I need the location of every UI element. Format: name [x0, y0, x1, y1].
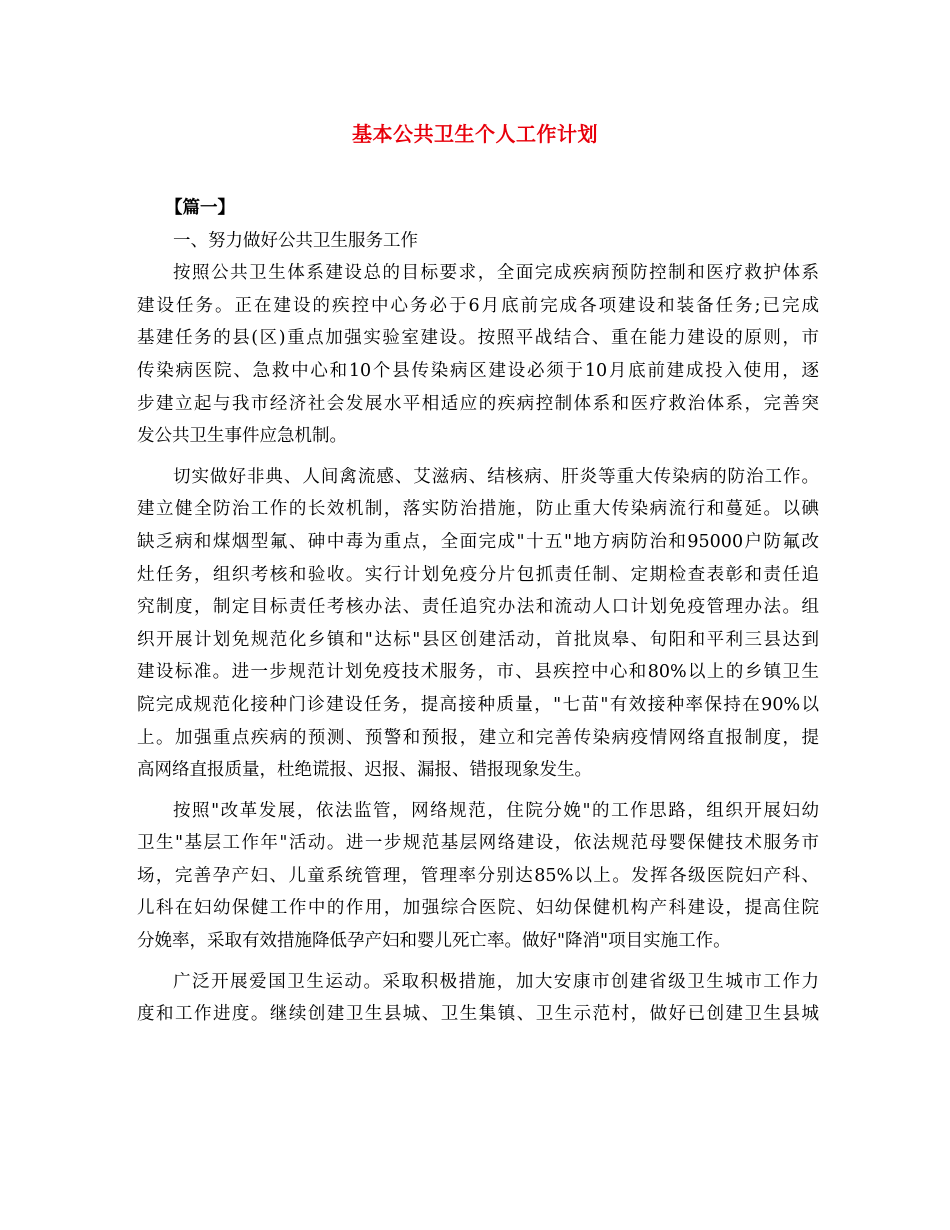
paragraph-line: 建设标准。进一步规范计划免疫技术服务，市、县疾控中心和80%以上的乡镇卫生	[137, 662, 819, 683]
paragraph-line: 高网络直报质量，杜绝谎报、迟报、漏报、错报现象发生。	[137, 760, 592, 781]
paragraph	[137, 795, 819, 958]
paragraph-line: 儿科在妇幼保健工作中的作用，加强综合医院、妇幼保健机构产科建设，提高住院	[137, 898, 819, 919]
paragraph-line: 上。加强重点疾病的预测、预警和预报，建立和完善传染病疫情网络直报制度，提	[137, 727, 819, 748]
paragraph-line: 切实做好非典、人间禽流感、艾滋病、结核病、肝炎等重大传染病的防治工作。	[173, 466, 819, 487]
paragraph	[137, 257, 819, 453]
paragraph-line: 场，完善孕产妇、儿童系统管理，管理率分别达85%以上。发挥各级医院妇产科、	[137, 865, 819, 886]
paragraph-line: 度和工作进度。继续创建卫生县城、卫生集镇、卫生示范村，做好已创建卫生县城	[137, 1004, 819, 1025]
paragraph-line: 织开展计划免规范化乡镇和"达标"县区创建活动，首批岚皋、旬阳和平利三县达到	[137, 629, 819, 650]
paragraph-gap	[137, 958, 819, 966]
paragraph-line: 发公共卫生事件应急机制。	[137, 426, 347, 447]
paragraph-gap	[137, 787, 819, 795]
section-heading: 一、努力做好公共卫生服务工作	[173, 230, 418, 251]
paragraph-line: 按照"改革发展，依法监管，网络规范，住院分娩"的工作思路，组织开展妇幼	[173, 800, 819, 821]
paragraph-line: 基建任务的县(区)重点加强实验室建设。按照平战结合、重在能力建设的原则，市	[137, 328, 819, 349]
paragraph-gap	[137, 453, 819, 461]
paragraph-line: 步建立起与我市经济社会发展水平相适应的疾病控制体系和医疗救治体系，完善突	[137, 393, 819, 414]
paragraph-line: 究制度，制定目标责任考核办法、责任追究办法和流动人口计划免疫管理办法。组	[137, 597, 819, 618]
paragraph-line: 建立健全防治工作的长效机制，落实防治措施，防止重大传染病流行和蔓延。以碘	[137, 499, 819, 520]
paragraph-line: 缺乏病和煤烟型氟、砷中毒为重点，全面完成"十五"地方病防治和95000户防氟改	[137, 531, 819, 552]
paragraph-line: 分娩率，采取有效措施降低孕产妇和婴儿死亡率。做好"降消"项目实施工作。	[137, 931, 731, 952]
paragraphs	[137, 257, 819, 1031]
document-body	[137, 192, 819, 1031]
paragraph-line: 建设任务。正在建设的疾控中心务必于6月底前完成各项建设和装备任务;已完成	[137, 295, 819, 316]
paragraph-line: 院完成规范化接种门诊建设任务，提高接种质量，"七苗"有效接种率保持在90%以	[137, 694, 819, 715]
section-label: 【篇一】	[165, 198, 235, 218]
paragraph-line: 卫生"基层工作年"活动。进一步规范基层网络建设，依法规范母婴保健技术服务市	[137, 833, 819, 854]
paragraph-line: 按照公共卫生体系建设总的目标要求，全面完成疾病预防控制和医疗救护体系	[173, 263, 819, 284]
document-title: 基本公共卫生个人工作计划	[352, 122, 598, 146]
paragraph-line: 广泛开展爱国卫生运动。采取积极措施，加大安康市创建省级卫生城市工作力	[173, 971, 819, 992]
paragraph	[137, 966, 819, 1031]
paragraph	[137, 461, 819, 787]
paragraph-line: 灶任务，组织考核和验收。实行计划免疫分片包抓责任制、定期检查表彰和责任追	[137, 564, 819, 585]
paragraph-line: 传染病医院、急救中心和10个县传染病区建设必须于10月底前建成投入使用，逐	[137, 360, 819, 381]
